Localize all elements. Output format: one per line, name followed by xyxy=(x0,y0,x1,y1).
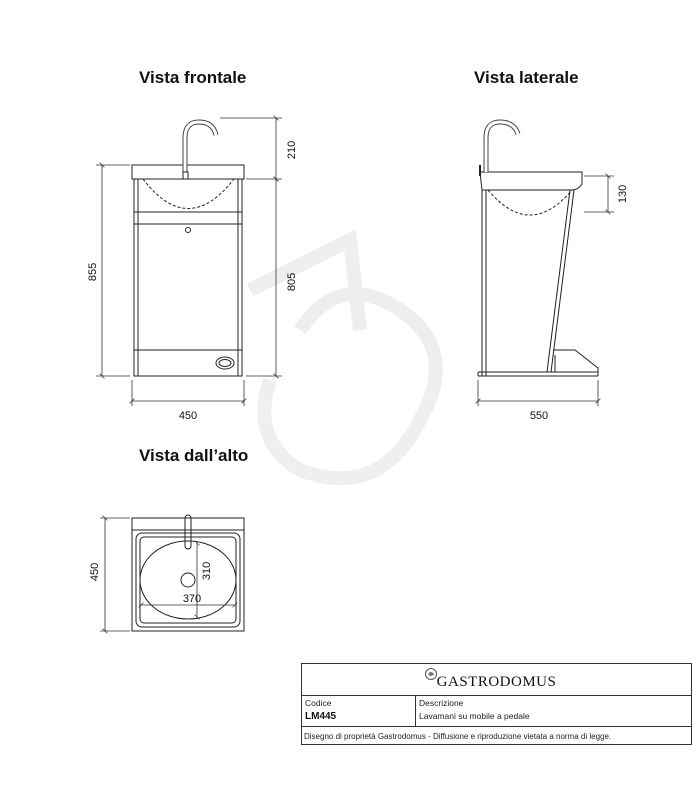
code-value: LM445 xyxy=(305,711,337,722)
description-value: Lavamani su mobile a pedale xyxy=(419,711,530,721)
top-faucet xyxy=(185,515,191,549)
dim-top-basin-width: 370 xyxy=(182,593,202,605)
front-basin-hidden xyxy=(143,179,234,209)
side-basin-hidden xyxy=(488,190,572,215)
dim-front-width: 450 xyxy=(178,410,198,422)
top-view-drawing xyxy=(132,515,244,631)
dim-side-basin-depth: 130 xyxy=(617,184,629,204)
dim-top-depth: 450 xyxy=(89,562,101,582)
title-block-info-row xyxy=(302,696,691,727)
side-faucet xyxy=(486,122,518,172)
front-dimension-lines xyxy=(96,118,282,406)
dim-top-basin-depth: 310 xyxy=(201,561,213,581)
watermark xyxy=(250,240,436,478)
side-top-slab xyxy=(480,172,582,190)
title-block xyxy=(301,663,692,745)
title-block-footer: Disegno di proprietà Gastrodomus - Diffusione e riproduzione vietata a norma di legge. xyxy=(304,732,612,741)
side-view-title: Vista laterale xyxy=(474,68,579,87)
front-view-title: Vista frontale xyxy=(139,68,247,87)
top-outline xyxy=(132,518,244,631)
front-knob xyxy=(186,228,191,233)
dim-front-height-total: 855 xyxy=(87,262,99,282)
code-label: Codice xyxy=(305,698,332,708)
brand-name: GASTRODOMUS xyxy=(436,674,557,690)
code-cell xyxy=(302,696,416,726)
front-faucet xyxy=(185,122,216,179)
top-basin xyxy=(140,541,236,619)
dim-front-faucet-height: 210 xyxy=(286,140,298,160)
dim-side-depth: 550 xyxy=(529,410,549,422)
title-block-brand xyxy=(302,664,691,696)
top-view-title: Vista dall’alto xyxy=(139,446,249,465)
top-drain xyxy=(181,573,195,587)
front-view-drawing xyxy=(132,122,244,376)
description-cell xyxy=(416,696,691,726)
top-basin-rim xyxy=(136,533,240,627)
dim-front-height-body: 805 xyxy=(286,272,298,292)
description-label: Descrizione xyxy=(419,698,464,708)
top-dimension-lines xyxy=(100,518,235,631)
side-view-drawing xyxy=(478,122,598,376)
